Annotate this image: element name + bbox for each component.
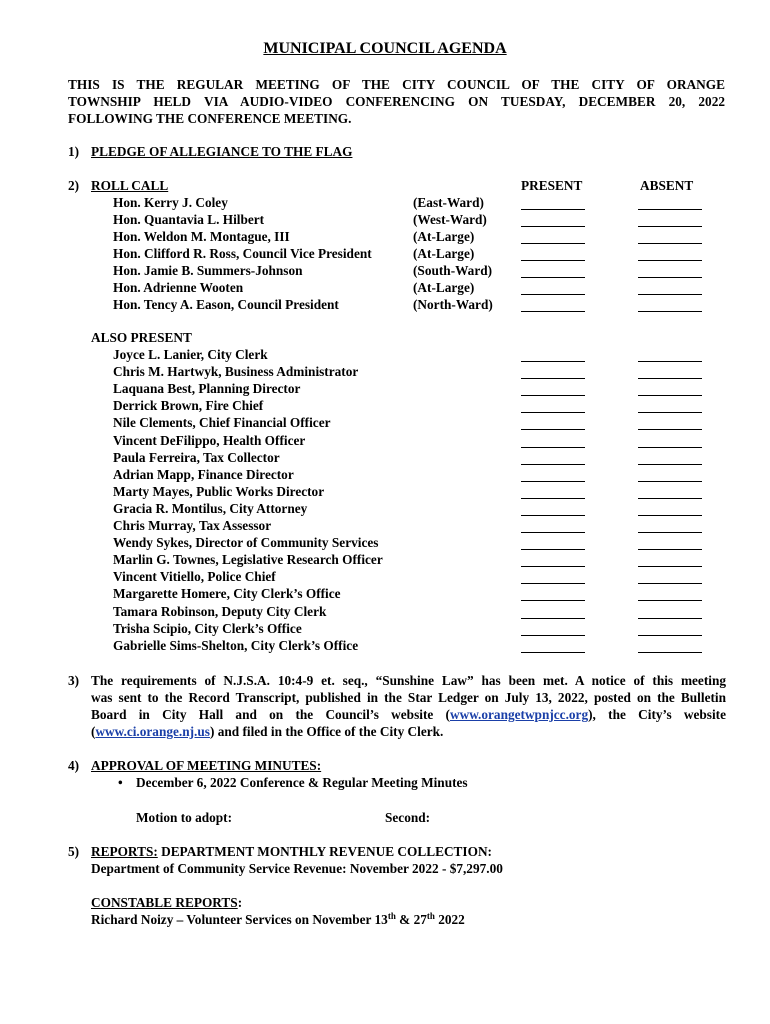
ordinal-suffix: th <box>426 911 435 921</box>
staff-member-name: Joyce L. Lanier, City Clerk <box>113 347 268 362</box>
present-blank <box>521 618 585 619</box>
constable-text: & 27 <box>395 912 427 927</box>
absent-blank <box>638 412 702 413</box>
second-label: Second: <box>385 810 431 825</box>
staff-member-name: Margarette Homere, City Clerk’s Office <box>113 586 341 602</box>
roll-call-heading: ROLL CALL <box>91 178 169 193</box>
staff-member-name: Laquana Best, Planning Director <box>113 381 301 397</box>
reports-label: REPORTS: <box>91 844 158 859</box>
council-member-ward: (At-Large) <box>413 246 475 261</box>
absent-column-header: ABSENT <box>640 178 694 193</box>
intro-line: FOLLOWING THE CONFERENCE MEETING. <box>68 111 352 126</box>
council-member-ward: (At-Large) <box>413 229 475 244</box>
absent-blank <box>638 583 702 584</box>
staff-member-name: Chris M. Hartwyk, Business Administrator <box>113 364 359 380</box>
absent-blank <box>638 378 702 379</box>
present-blank <box>521 412 585 413</box>
sunshine-line: The requirements of N.J.S.A. 10:4-9 et. seq., “Sunshine Law” has been met. A notice of this meeting <box>91 673 726 688</box>
present-blank <box>521 294 585 295</box>
sunshine-text: Board in City Hall and on the Council’s website ( <box>91 707 450 722</box>
absent-blank <box>638 652 702 653</box>
sunshine-line <box>91 723 726 740</box>
sunshine-text: ), the City’s website <box>588 707 726 722</box>
intro-line: THIS IS THE REGULAR MEETING OF THE CITY COUNCIL OF THE CITY OF ORANGE <box>68 77 725 92</box>
bullet-icon: • <box>118 775 123 790</box>
ordinal-suffix: th <box>387 911 396 921</box>
staff-member-name: Chris Murray, Tax Assessor <box>113 518 272 533</box>
council-member-ward: (West-Ward) <box>413 212 487 227</box>
page-title: MUNICIPAL COUNCIL AGENDA <box>263 40 507 57</box>
staff-member-name: Gracia R. Montilus, City Attorney <box>113 500 308 516</box>
staff-member-name: Gabrielle Sims-Shelton, City Clerk’s Office <box>113 637 359 653</box>
sunshine-line <box>91 706 726 723</box>
present-blank <box>521 277 585 278</box>
council-member-ward: (South-Ward) <box>413 263 493 278</box>
present-blank <box>521 378 585 379</box>
sunshine-line: was sent to the Record Transcript, published in the Star Ledger on July 13, 2022, posted on the Bulletin <box>91 690 726 705</box>
constable-text: Richard Noizy – Volunteer Services on November 13 <box>91 912 388 927</box>
council-member-name: Hon. Jamie B. Summers-Johnson <box>113 263 303 278</box>
absent-blank <box>638 243 702 244</box>
revenue-line: Department of Community Service Revenue: November 2022 - $7,297.00 <box>91 861 503 876</box>
present-blank <box>521 260 585 261</box>
absent-blank <box>638 277 702 278</box>
absent-blank <box>638 515 702 516</box>
present-blank <box>521 243 585 244</box>
item-number: 2) <box>68 178 80 193</box>
absent-blank <box>638 429 702 430</box>
staff-member-name: Paula Ferreira, Tax Collector <box>113 449 280 465</box>
present-blank <box>521 481 585 482</box>
present-blank <box>521 429 585 430</box>
present-blank <box>521 498 585 499</box>
staff-member-name: Vincent Vitiello, Police Chief <box>113 569 276 585</box>
present-blank <box>521 515 585 516</box>
absent-blank <box>638 635 702 636</box>
council-member-name: Hon. Kerry J. Coley <box>113 195 228 210</box>
present-blank <box>521 635 585 636</box>
sunshine-law-paragraph <box>91 672 726 740</box>
absent-blank <box>638 447 702 448</box>
council-member-ward: (At-Large) <box>413 280 475 295</box>
present-blank <box>521 566 585 567</box>
present-blank <box>521 652 585 653</box>
staff-member-name: Marty Mayes, Public Works Director <box>113 483 325 499</box>
absent-blank <box>638 209 702 210</box>
present-blank <box>521 549 585 550</box>
staff-member-name: Marlin G. Townes, Legislative Research Officer <box>113 552 383 568</box>
absent-blank <box>638 294 702 295</box>
absent-blank <box>638 600 702 601</box>
staff-member-name: Vincent DeFilippo, Health Officer <box>113 432 306 448</box>
present-blank <box>521 226 585 227</box>
intro-line: TOWNSHIP HELD VIA AUDIO-VIDEO CONFERENCING ON TUESDAY, DECEMBER 20, 2022 <box>68 94 725 109</box>
intro-paragraph <box>68 76 725 127</box>
present-blank <box>521 209 585 210</box>
absent-blank <box>638 566 702 567</box>
council-member-name: Hon. Adrienne Wooten <box>113 280 244 295</box>
present-blank <box>521 532 585 533</box>
constable-report-line <box>91 911 465 928</box>
staff-member-name: Adrian Mapp, Finance Director <box>113 466 294 482</box>
present-blank <box>521 395 585 396</box>
present-blank <box>521 600 585 601</box>
absent-blank <box>638 395 702 396</box>
constable-text: 2022 <box>434 912 465 927</box>
pledge-heading: PLEDGE OF ALLEGIANCE TO THE FLAG <box>91 144 353 159</box>
staff-member-name: Derrick Brown, Fire Chief <box>113 398 264 414</box>
absent-blank <box>638 260 702 261</box>
council-member-ward: (North-Ward) <box>413 297 493 312</box>
sunshine-text: ( <box>91 724 96 739</box>
absent-blank <box>638 532 702 533</box>
staff-member-name: Tamara Robinson, Deputy City Clerk <box>113 603 327 619</box>
council-member-name: Hon. Weldon M. Montague, III <box>113 229 290 244</box>
motion-label: Motion to adopt: <box>136 810 233 825</box>
staff-member-name: Nile Clements, Chief Financial Officer <box>113 415 331 431</box>
absent-blank <box>638 464 702 465</box>
absent-blank <box>638 481 702 482</box>
present-blank <box>521 361 585 362</box>
present-blank <box>521 464 585 465</box>
minutes-heading: APPROVAL OF MEETING MINUTES: <box>91 758 322 773</box>
council-member-name: Hon. Quantavia L. Hilbert <box>113 212 265 227</box>
staff-member-name: Trisha Scipio, City Clerk’s Office <box>113 620 302 636</box>
council-member-name: Hon. Tency A. Eason, Council President <box>113 297 339 312</box>
constable-colon: : <box>237 895 243 910</box>
present-blank <box>521 447 585 448</box>
item-number: 1) <box>68 144 80 159</box>
council-member-ward: (East-Ward) <box>413 195 484 210</box>
absent-blank <box>638 618 702 619</box>
present-blank <box>521 583 585 584</box>
present-blank <box>521 311 585 312</box>
absent-blank <box>638 549 702 550</box>
reports-heading <box>91 843 492 860</box>
absent-blank <box>638 311 702 312</box>
absent-blank <box>638 361 702 362</box>
absent-blank <box>638 498 702 499</box>
item-number: 5) <box>68 844 80 859</box>
minutes-item: December 6, 2022 Conference & Regular Meeting Minutes <box>136 775 468 790</box>
city-website-link[interactable]: www.ci.orange.nj.us <box>95 724 210 739</box>
present-column-header: PRESENT <box>521 178 583 193</box>
constable-heading <box>91 894 242 911</box>
item-number: 4) <box>68 758 80 773</box>
also-present-heading: ALSO PRESENT <box>91 330 192 345</box>
item-number: 3) <box>68 673 80 688</box>
sunshine-text: ) and filed in the Office of the City Clerk. <box>209 724 444 739</box>
reports-label-rest: DEPARTMENT MONTHLY REVENUE COLLECTION: <box>157 844 492 859</box>
absent-blank <box>638 226 702 227</box>
council-website-link[interactable]: www.orangetwpnjcc.org <box>449 707 589 722</box>
staff-member-name: Wendy Sykes, Director of Community Services <box>113 535 379 551</box>
council-member-name: Hon. Clifford R. Ross, Council Vice President <box>113 246 372 261</box>
constable-label: CONSTABLE REPORTS <box>91 895 238 910</box>
